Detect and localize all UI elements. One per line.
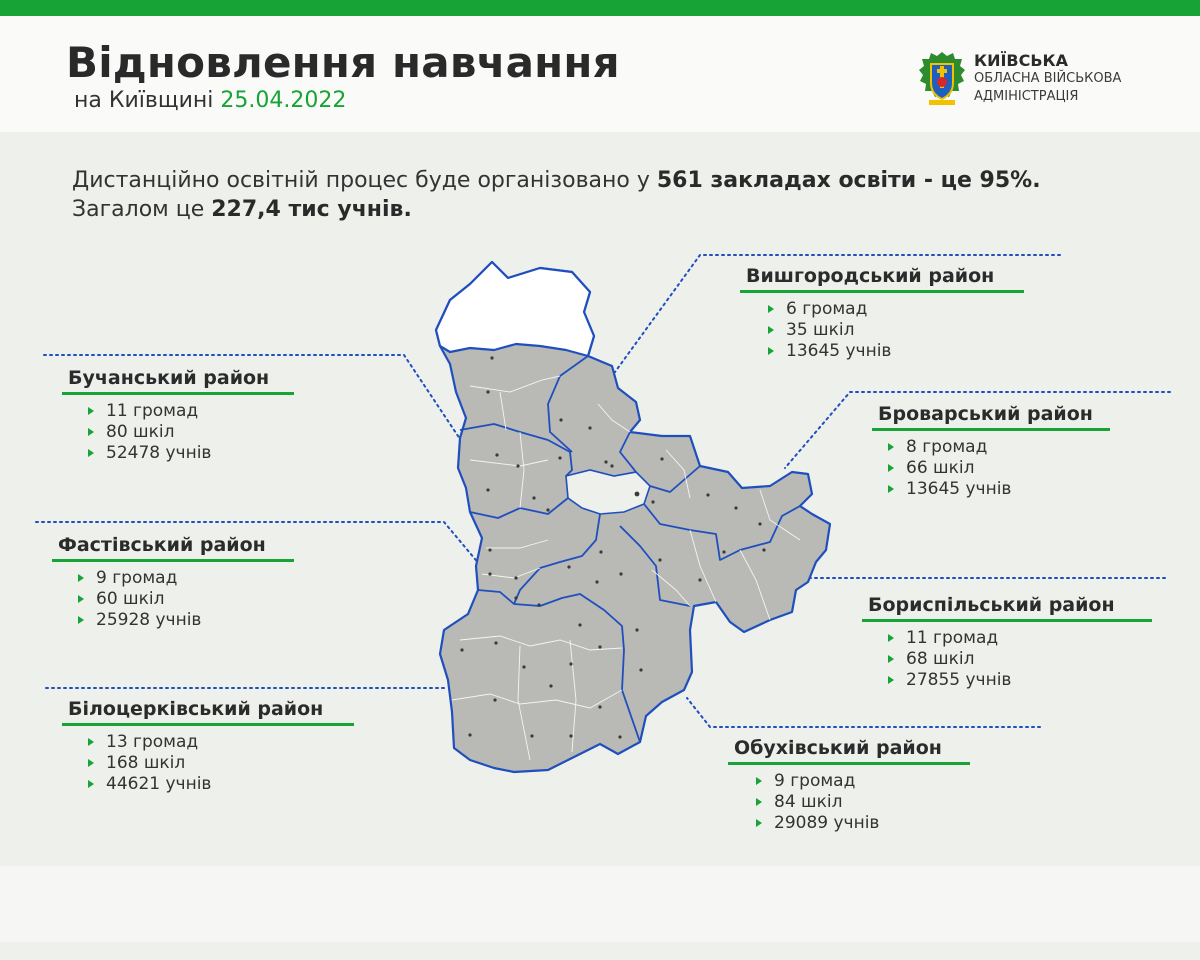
district-name: Обухівський район	[734, 737, 942, 759]
admin-line-2: ОБЛАСНА ВІЙСЬКОВА	[974, 71, 1122, 86]
footer-band	[0, 866, 1200, 942]
district-name: Білоцерківський район	[68, 698, 324, 720]
district-bilatserkva	[68, 698, 354, 795]
stat-communities: 9 громад	[78, 568, 294, 589]
stat-students: 13645 учнів	[768, 341, 1024, 362]
stat-schools: 68 шкіл	[888, 649, 1152, 670]
leader-obukhiv	[687, 698, 1040, 727]
district-obukhiv	[734, 737, 970, 834]
district-bucha	[68, 367, 294, 464]
stat-schools: 80 шкіл	[88, 422, 294, 443]
page-title: Відновлення навчання	[66, 38, 620, 87]
district-vyshhorod	[746, 265, 1024, 362]
district-stats	[88, 401, 294, 464]
stat-communities: 13 громад	[88, 732, 354, 753]
stat-communities: 9 громад	[756, 771, 970, 792]
district-stats	[78, 568, 294, 631]
stat-communities: 11 громад	[888, 628, 1152, 649]
district-stats	[768, 299, 1024, 362]
district-stats	[88, 732, 354, 795]
district-underline	[62, 392, 294, 395]
stat-communities: 6 громад	[768, 299, 1024, 320]
stat-schools: 66 шкіл	[888, 458, 1110, 479]
district-stats	[888, 628, 1152, 691]
district-underline	[62, 723, 354, 726]
district-brovary	[878, 403, 1110, 500]
district-name: Броварський район	[878, 403, 1093, 425]
stat-schools: 168 шкіл	[88, 753, 354, 774]
district-underline	[872, 428, 1110, 431]
stat-students: 44621 учнів	[88, 774, 354, 795]
stat-communities: 8 громад	[888, 437, 1110, 458]
admin-line-1: КИЇВСЬКА	[974, 51, 1069, 70]
district-fastiv	[58, 534, 294, 631]
admin-line-3: АДМІНІСТРАЦІЯ	[974, 89, 1079, 104]
stat-students: 29089 учнів	[756, 813, 970, 834]
intro-line-2-bold: 227,4 тис учнів.	[211, 197, 412, 222]
district-name: Бориспільський район	[868, 594, 1115, 616]
district-name: Вишгородський район	[746, 265, 995, 287]
intro-line-2-text: Загалом це	[72, 197, 212, 222]
stat-students: 13645 учнів	[888, 479, 1110, 500]
exclusion-zone-area	[436, 262, 594, 356]
district-underline	[740, 290, 1024, 293]
district-underline	[862, 619, 1152, 622]
district-stats	[756, 771, 970, 834]
district-boryspil	[868, 594, 1152, 691]
district-underline	[728, 762, 970, 765]
intro-line-1-bold: 561 закладах освіти - це 95%.	[656, 168, 1041, 193]
stat-schools: 84 шкіл	[756, 792, 970, 813]
district-name: Бучанський район	[68, 367, 270, 389]
stat-students: 27855 учнів	[888, 670, 1152, 691]
district-name: Фастівський район	[58, 534, 266, 556]
stat-schools: 60 шкіл	[78, 589, 294, 610]
subtitle-prefix: на Київщині	[74, 88, 214, 113]
stat-communities: 11 громад	[88, 401, 294, 422]
district-stats	[888, 437, 1110, 500]
intro-line-1-text: Дистанційно освітній процес буде організовано у	[72, 168, 657, 193]
district-underline	[52, 559, 294, 562]
stat-students: 25928 учнів	[78, 610, 294, 631]
subtitle-date: 25.04.2022	[220, 88, 347, 113]
stat-schools: 35 шкіл	[768, 320, 1024, 341]
stat-students: 52478 учнів	[88, 443, 294, 464]
